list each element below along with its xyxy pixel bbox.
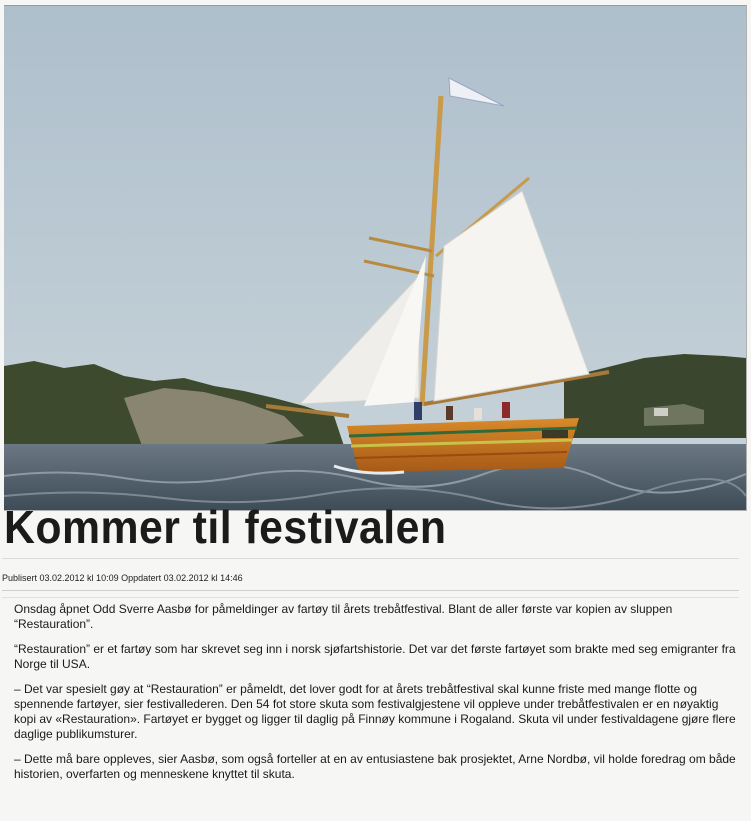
article-photo [4, 5, 747, 511]
divider [2, 597, 739, 598]
paragraph: Onsdag åpnet Odd Sverre Aasbø for påmeldinger av fartøy til årets trebåtfestival. Blant de aller første var kopien av sluppen “Restauration”. [14, 602, 673, 631]
publication-meta: Publisert 03.02.2012 kl 10:09 Oppdatert 03.02.2012 kl 14:46 [2, 573, 243, 583]
article-headline: Kommer til festivalen [4, 501, 447, 553]
paragraph: – Dette må bare oppleves, sier Aasbø, som også forteller at en av entusiastene bak prosjektet, Arne Nordbø, vil holde foredrag om både historien, overfarten og menneskene knyttet til skuta. [14, 752, 736, 781]
paragraph: “Restauration” er et fartøy som har skrevet seg inn i norsk sjøfartshistorie. Det var det første fartøyet som brakte med seg emigranter fra Norge til USA. [14, 642, 736, 671]
sailing-ship-photo [4, 6, 746, 510]
divider [2, 590, 739, 591]
article-body [14, 602, 738, 792]
divider [2, 558, 739, 559]
paragraph: – Det var spesielt gøy at “Restauration” er påmeldt, det lover godt for at årets trebåtfestival skal kunne friste med mange flotte og spennende fartøyer, sier festivallederen. Den 54 fot store skuta som festivalgjestene vil oppleve under trebåtfestivalen er en nøyaktig kopi av «Restauration». Fartøyet er bygget og ligger til daglig på Finnøy kommune i Rogaland. Skuta vil under festivaldagene gjøre flere daglige publikumsturer. [14, 682, 736, 741]
